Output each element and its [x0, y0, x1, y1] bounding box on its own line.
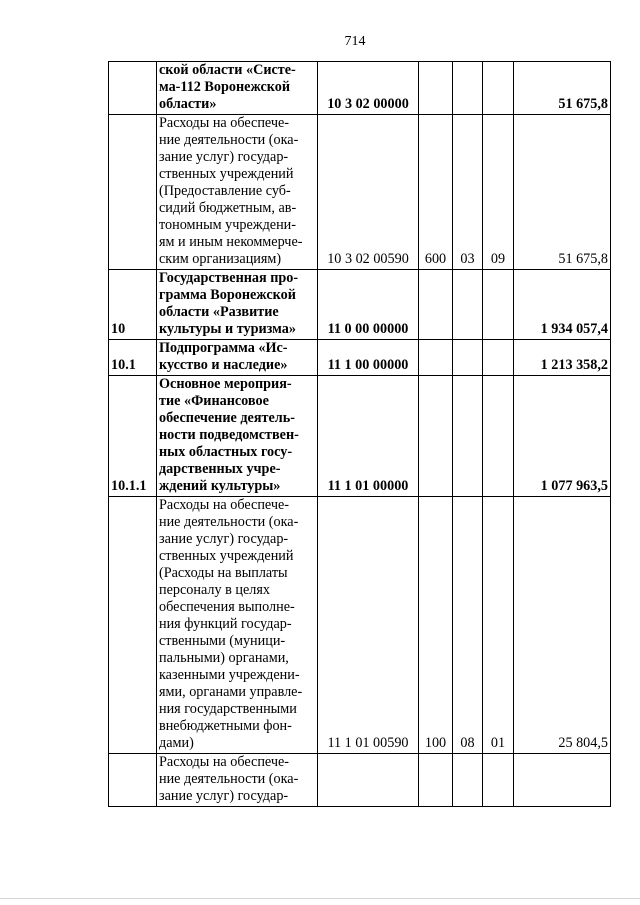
section-cell [453, 270, 483, 340]
table-row [109, 497, 611, 754]
row-number-cell [109, 497, 157, 754]
subsection-cell [483, 376, 514, 497]
table-row [109, 62, 611, 115]
table-row [109, 115, 611, 270]
amount-text: 25 804,5 [558, 735, 608, 751]
table-row [109, 270, 611, 340]
target-article-code-text: 10 3 02 00000 [327, 96, 409, 112]
table-row [109, 754, 611, 807]
expense-name-text: Основное мероприя- тие «Финансовое обеспечение деятель- ности подведомствен- ных областных госу- дарственных учре- ждений культуры» [159, 376, 299, 494]
section-text: 03 [460, 251, 475, 267]
amount-cell [514, 497, 611, 754]
subsection-cell [483, 754, 514, 807]
expense-type-text: 100 [424, 735, 447, 751]
expense-type-cell [419, 497, 453, 754]
expense-type-cell [419, 376, 453, 497]
expense-name-text: Подпрограмма «Ис- кусство и наследие» [159, 340, 288, 373]
page-number: 714 [344, 34, 366, 49]
expense-name-cell [157, 62, 318, 115]
row-number-text: 10.1 [111, 357, 136, 373]
expense-type-text: 600 [424, 251, 447, 267]
section-text: 08 [460, 735, 475, 751]
budget-table [108, 61, 611, 807]
section-cell [453, 115, 483, 270]
row-number-cell [109, 754, 157, 807]
subsection-cell [483, 115, 514, 270]
expense-name-cell [157, 376, 318, 497]
amount-text: 1 213 358,2 [540, 357, 608, 373]
amount-text: 51 675,8 [558, 96, 608, 112]
target-article-code-text: 11 1 00 00000 [327, 357, 409, 373]
expense-name-text: ской области «Систе- ма-112 Воронежской области» [159, 62, 296, 112]
row-number-cell [109, 270, 157, 340]
target-article-code-cell [318, 376, 419, 497]
row-number-cell [109, 376, 157, 497]
row-number-text: 10.1.1 [111, 478, 147, 494]
expense-name-text: Расходы на обеспече- ние деятельности (ока- зание услуг) государ- ственных учреждений (Предоставление суб- сидий бюджетным, ав- тономным учреждени- ям и иным некоммерче- ским организациям) [159, 115, 303, 267]
section-cell [453, 754, 483, 807]
expense-name-cell [157, 497, 318, 754]
amount-cell [514, 115, 611, 270]
expense-name-cell [157, 270, 318, 340]
subsection-cell [483, 497, 514, 754]
amount-text: 51 675,8 [558, 251, 608, 267]
page-bottom-rule [0, 898, 640, 899]
target-article-code-cell [318, 497, 419, 754]
target-article-code-cell [318, 115, 419, 270]
expense-type-cell [419, 270, 453, 340]
expense-name-cell [157, 115, 318, 270]
subsection-cell [483, 270, 514, 340]
section-cell [453, 376, 483, 497]
row-number-cell [109, 62, 157, 115]
amount-cell [514, 376, 611, 497]
target-article-code-cell [318, 754, 419, 807]
row-number-cell [109, 115, 157, 270]
row-number-text: 10 [111, 321, 126, 337]
subsection-text: 09 [490, 251, 506, 267]
budget-table-body [109, 62, 611, 807]
expense-name-cell [157, 340, 318, 376]
target-article-code-text: 11 1 01 00590 [327, 735, 409, 751]
table-row [109, 340, 611, 376]
target-article-code-text: 11 1 01 00000 [327, 478, 409, 494]
expense-name-text: Расходы на обеспече- ние деятельности (ока- зание услуг) государ- ственных учреждений (Расходы на выплаты персоналу в целях обеспечения выполне- ния функций государ- ственными (муници- пальными) органами, казенными учреждени- ями, органами управле- ния государственными внебюджетными фон- дами) [159, 497, 303, 751]
section-cell [453, 340, 483, 376]
section-cell [453, 62, 483, 115]
subsection-text: 01 [490, 735, 506, 751]
amount-cell [514, 62, 611, 115]
amount-text: 1 934 057,4 [540, 321, 608, 337]
expense-name-text: Государственная про- грамма Воронежской области «Развитие культуры и туризма» [159, 270, 299, 337]
amount-cell [514, 340, 611, 376]
target-article-code-cell [318, 340, 419, 376]
target-article-code-cell [318, 270, 419, 340]
amount-text: 1 077 963,5 [540, 478, 608, 494]
target-article-code-text: 11 0 00 00000 [327, 321, 409, 337]
expense-type-cell [419, 340, 453, 376]
expense-name-cell [157, 754, 318, 807]
subsection-cell [483, 340, 514, 376]
amount-cell [514, 270, 611, 340]
section-cell [453, 497, 483, 754]
target-article-code-cell [318, 62, 419, 115]
expense-type-cell [419, 115, 453, 270]
expense-name-text: Расходы на обеспече- ние деятельности (ока- зание услуг) государ- [159, 754, 299, 804]
subsection-cell [483, 62, 514, 115]
row-number-cell [109, 340, 157, 376]
target-article-code-text: 10 3 02 00590 [327, 251, 409, 267]
table-row [109, 376, 611, 497]
amount-cell [514, 754, 611, 807]
expense-type-cell [419, 62, 453, 115]
expense-type-cell [419, 754, 453, 807]
